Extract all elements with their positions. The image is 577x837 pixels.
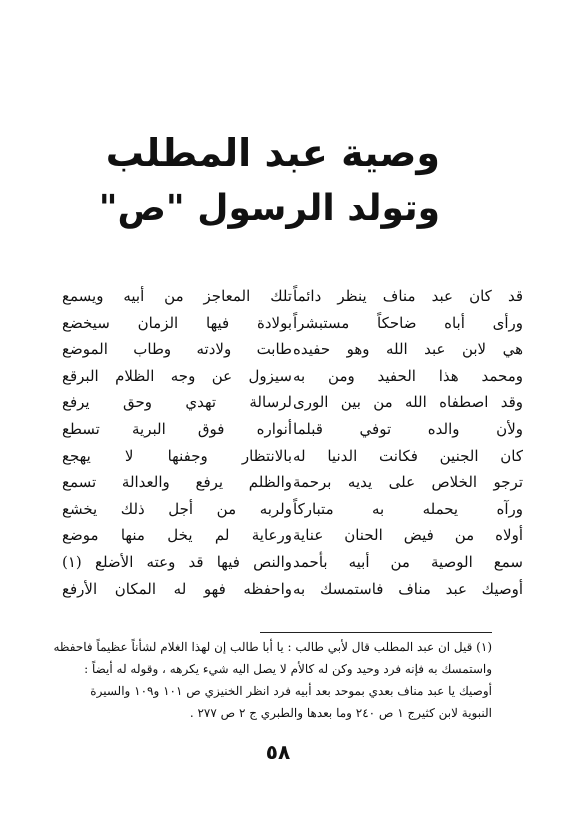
verse-second-hemistich: والظلم يرفع والعدالة تسمع (62, 473, 292, 492)
verse-second-hemistich: بالانتظار وجفنها لا يهجع (62, 446, 292, 465)
verse-first-hemistich: أوصيك عبد مناف فاستمسك به (293, 579, 523, 598)
footnote (46, 636, 492, 724)
verse-second-hemistich: سيزول عن وجه الظلام البرقع (62, 366, 292, 385)
verse-second-hemistich: ولربه من أجل ذلك يخشع (62, 499, 292, 518)
verse-second-hemistich: تلك المعاجز من أبيه ويسمع (62, 287, 292, 305)
verse-first-hemistich: سمع الوصية من أبيه بأحمد (293, 552, 523, 571)
verse-second-hemistich: واحفظه فهو له المكان الأرفع (62, 579, 292, 598)
verse-first-hemistich: هي لابن عبد الله وهو حفيده (293, 340, 523, 359)
verse-first-hemistich: ورآه يحمله به متباركاً (293, 499, 523, 518)
verse-first-hemistich: ورأى أباه ضاحكاً مستبشراً (293, 313, 523, 332)
page-number: ٥٨ (265, 740, 291, 764)
poem-right-column (293, 283, 523, 602)
footnote-line: (١) قيل ان عبد المطلب قال لأبي طالب : يا أبا طالب إن لهذا الغلام لشأناً عظيماً فاحفظه (53, 640, 492, 654)
verse-first-hemistich: قد كان عبد مناف ينظر دائماً (293, 287, 523, 305)
verse-first-hemistich: وقد اصطفاه الله من بين الورى (293, 393, 523, 412)
verse-first-hemistich: ولأن والده توفي قبلما (293, 419, 523, 438)
verse-second-hemistich: ورعاية لم يخل منها موضع (62, 526, 292, 545)
footnote-divider (260, 632, 492, 633)
footnote-line: واستمسك به فإنه فرد وحيد وكن له كالأم لا يصل اليه شيء يكرهه ، وقوله له أيضاً : (84, 662, 492, 676)
verse-first-hemistich: كان الجنين فكانت الدنيا له (293, 446, 523, 465)
verse-first-hemistich: أولاه من فيض الحنان عناية (293, 526, 523, 545)
title-line-2: وتولد الرسول "ص" (98, 188, 440, 229)
poem-left-column (62, 283, 292, 602)
verse-second-hemistich: لرسالة تهدي وحق يرفع (62, 393, 292, 412)
footnote-line: أوصيك يا عبد مناف بعدي بموحد بعد أبيه فرد انظر الخنيزي ص ١٠١ و١٠٩ والسيرة (90, 684, 492, 698)
verse-second-hemistich: بولادة فيها الزمان سيخضع (62, 313, 292, 332)
poem-title (98, 125, 440, 240)
verse-second-hemistich: والنص فيها قد وعته الأضلع (١) (62, 552, 292, 571)
verse-second-hemistich: طابت ولادته وطاب الموضع (62, 340, 292, 359)
verse-first-hemistich: ومحمد هذا الحفيد ومن به (293, 366, 523, 385)
verse-first-hemistich: ترجو الخلاص على يديه برحمة (293, 473, 523, 492)
verse-second-hemistich: أنواره فوق البرية تسطع (62, 419, 292, 438)
footnote-line: النبوية لابن كثيرج ١ ص ٢٤٠ وما بعدها والطبري ج ٢ ص ٢٧٧ . (189, 706, 492, 720)
title-line-1: وصية عبد المطلب (105, 131, 440, 175)
